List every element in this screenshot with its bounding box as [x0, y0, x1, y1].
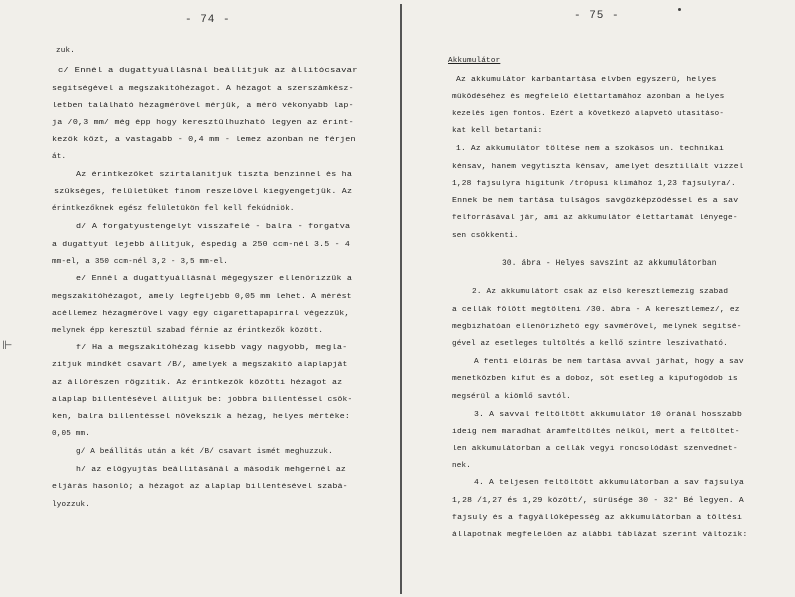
- page-gutter-divider: [400, 4, 402, 594]
- page-number-right: - 75 -: [574, 10, 620, 22]
- right-text-line: len akkumulátorban a cellák vegyi roncsolódást szenvednet-: [452, 445, 738, 453]
- right-text-line: 3. A savval feltöltött akkumulátor 10 óránál hosszabb: [474, 411, 743, 419]
- right-text-line: Ennek be nem tartása tulságos savgőzképződéssel és a sav: [452, 197, 739, 205]
- left-text-line: alaplap billentésével állitjuk be: jobbra billentéssel csök-: [52, 396, 353, 404]
- left-text-line: acéllemez hézagmérővel vagy egy cigarettapapirral végezzük,: [52, 310, 350, 318]
- left-text-line: ken, balra billentéssel növekszik a hézag, helyes mértéke:: [52, 413, 350, 421]
- left-text-line: e/ Ennél a dugattyuállásnál mégegyszer ellenőrizzük a: [76, 275, 353, 283]
- left-text-line: mm-el, a 350 ccm-nél 3,2 - 3,5 mm-el.: [52, 258, 229, 266]
- left-text-line: letben található hézagmérővel mérjük, a mérő vékonyabb lap-: [52, 102, 354, 110]
- left-text-line: kezők közt, a vastagabb - 0,4 mm - lemez azonban ne férjen: [52, 136, 356, 144]
- right-text-line: állapotnak megfelelően az alábbi táblázat szerint változik:: [452, 531, 748, 539]
- left-text-line: át.: [52, 153, 67, 161]
- left-text-line: érintkezőknek egész felületükön fel kell fekúdniök.: [52, 205, 295, 213]
- left-text-line: a dugattyut lejebb állitjuk, éspedig a 250 ccm-nél 3.5 - 4: [52, 241, 350, 249]
- right-text-line: 1,28 /1,27 és 1,29 között/, sürüsége 30 - 32° Bé legyen. A: [452, 497, 744, 505]
- left-text-line: eljárás hasonló; a hézagot az alaplap billentésével szabá-: [52, 483, 348, 491]
- right-text-line: fajsuly és a fagyállóképesség az akkumulátorban a töltési: [452, 514, 743, 522]
- left-text-line: az állórészen rögzitik. Az érintkezők közötti hézagot az: [52, 379, 343, 387]
- right-text-line: 1,28 fajsulyra higitunk /trópusi klimához 1,23 fajsulyra/.: [452, 180, 736, 188]
- right-text-line: nek.: [452, 462, 472, 470]
- right-text-line: kezelés igen fontos. Ezért a következő alapvető utasitáso-: [452, 110, 725, 118]
- left-text-line: melynek épp keresztül szabad férnie az érintkezők között.: [52, 327, 324, 335]
- right-text-line: gével az esetleges tultöltés a kellő szintre leszivatható.: [452, 340, 728, 348]
- left-text-line: c/ Ennél a dugattyuállásnál beállitjuk az állitócsavar: [58, 67, 358, 75]
- left-text-line: 0,05 mm.: [52, 430, 91, 438]
- left-text-line: ja /0,3 mm/ még épp hogy keresztülhuzható legyen az érint-: [52, 119, 354, 127]
- right-text-line: felforrásával jár, ami az akkumulátor élettartamát lényege-: [452, 214, 738, 222]
- left-text-line: megszakitóhézagot, amely legfeljebb 0,05 mm lehet. A mérést: [52, 293, 352, 301]
- left-text-line: Az érintkezőket szirtalanitjuk tiszta benzinnel és ha: [76, 171, 353, 179]
- left-text-line: segitségével a megszakitóhézagot. A hézagot a szerszámkész-: [52, 85, 354, 93]
- right-text-line: A fenti előirás be nem tartása avval járhat, hogy a sav: [474, 358, 744, 366]
- right-text-line: 4. A teljesen feltöltött akkumulátorban a sav fajsulya: [474, 479, 744, 487]
- left-text-line: g/ A beállitás után a két /B/ csavart ismét meghuzzuk.: [76, 448, 333, 456]
- left-text-line: f/ Ha a megszakitóhézag kisebb vagy nagyobb, megla-: [76, 344, 348, 352]
- left-text-line: h/ az előgyujtás beállitásánál a második mehgernél az: [76, 466, 347, 474]
- right-text-line: menetközben kifut és a doboz, sőt esetleg a kipufogódob is: [452, 375, 738, 383]
- left-text-line: d/ A forgatyustengelyt visszafelé - balra - forgatva: [76, 223, 351, 231]
- paper-speck: [678, 8, 681, 11]
- right-text-line: kat kell betartani:: [452, 127, 543, 135]
- left-text-line: zuk.: [56, 47, 76, 55]
- page-number-left: - 74 -: [185, 14, 231, 26]
- left-text-line: szükséges, felületüket finom reszelővel kiegyengetjük. Az: [54, 188, 353, 196]
- right-text-line: 2. Az akkumulátort csak az első keresztlemezig szabad: [472, 288, 729, 296]
- right-text-line: 30. ábra - Helyes savszint az akkumulátorban: [502, 260, 717, 268]
- right-text-line: működéséhez és megfelelő élettartamához azonban a helyes: [452, 93, 725, 101]
- right-text-line: ideig nem maradhat áramfeltöltés nélkül, mert a feltöltet-: [452, 428, 740, 436]
- right-text-line: megsérül a kiömlő savtól.: [452, 393, 571, 401]
- right-text-line: megbizhatóan ellenőrizhető egy savmérővel, melynek segitsé-: [452, 323, 742, 331]
- right-text-line: a cellák fölött megtölteni /30. ábra - A keresztlemez/, ez: [452, 306, 740, 314]
- right-text-line: sen csökkenti.: [452, 232, 519, 240]
- margin-mark: ⊩: [2, 339, 13, 353]
- right-text-line: 1. Az akkumulátor töltése nem a szokásos un. technikai: [456, 145, 724, 153]
- right-text-line: kénsav, hanem vegytiszta kénsav, amelyet desztillált vizzel: [452, 163, 744, 171]
- left-text-line: lyozzuk.: [52, 501, 91, 509]
- right-page: [404, 0, 795, 597]
- right-text-line: Az akkumulátor karbantartása elvben egyszerű, helyes: [456, 76, 717, 84]
- left-text-line: zitjuk mindkét csavart /B/, amelyek a megszakitó alaplapját: [52, 361, 348, 369]
- section-heading: Akkumulátor: [448, 57, 501, 65]
